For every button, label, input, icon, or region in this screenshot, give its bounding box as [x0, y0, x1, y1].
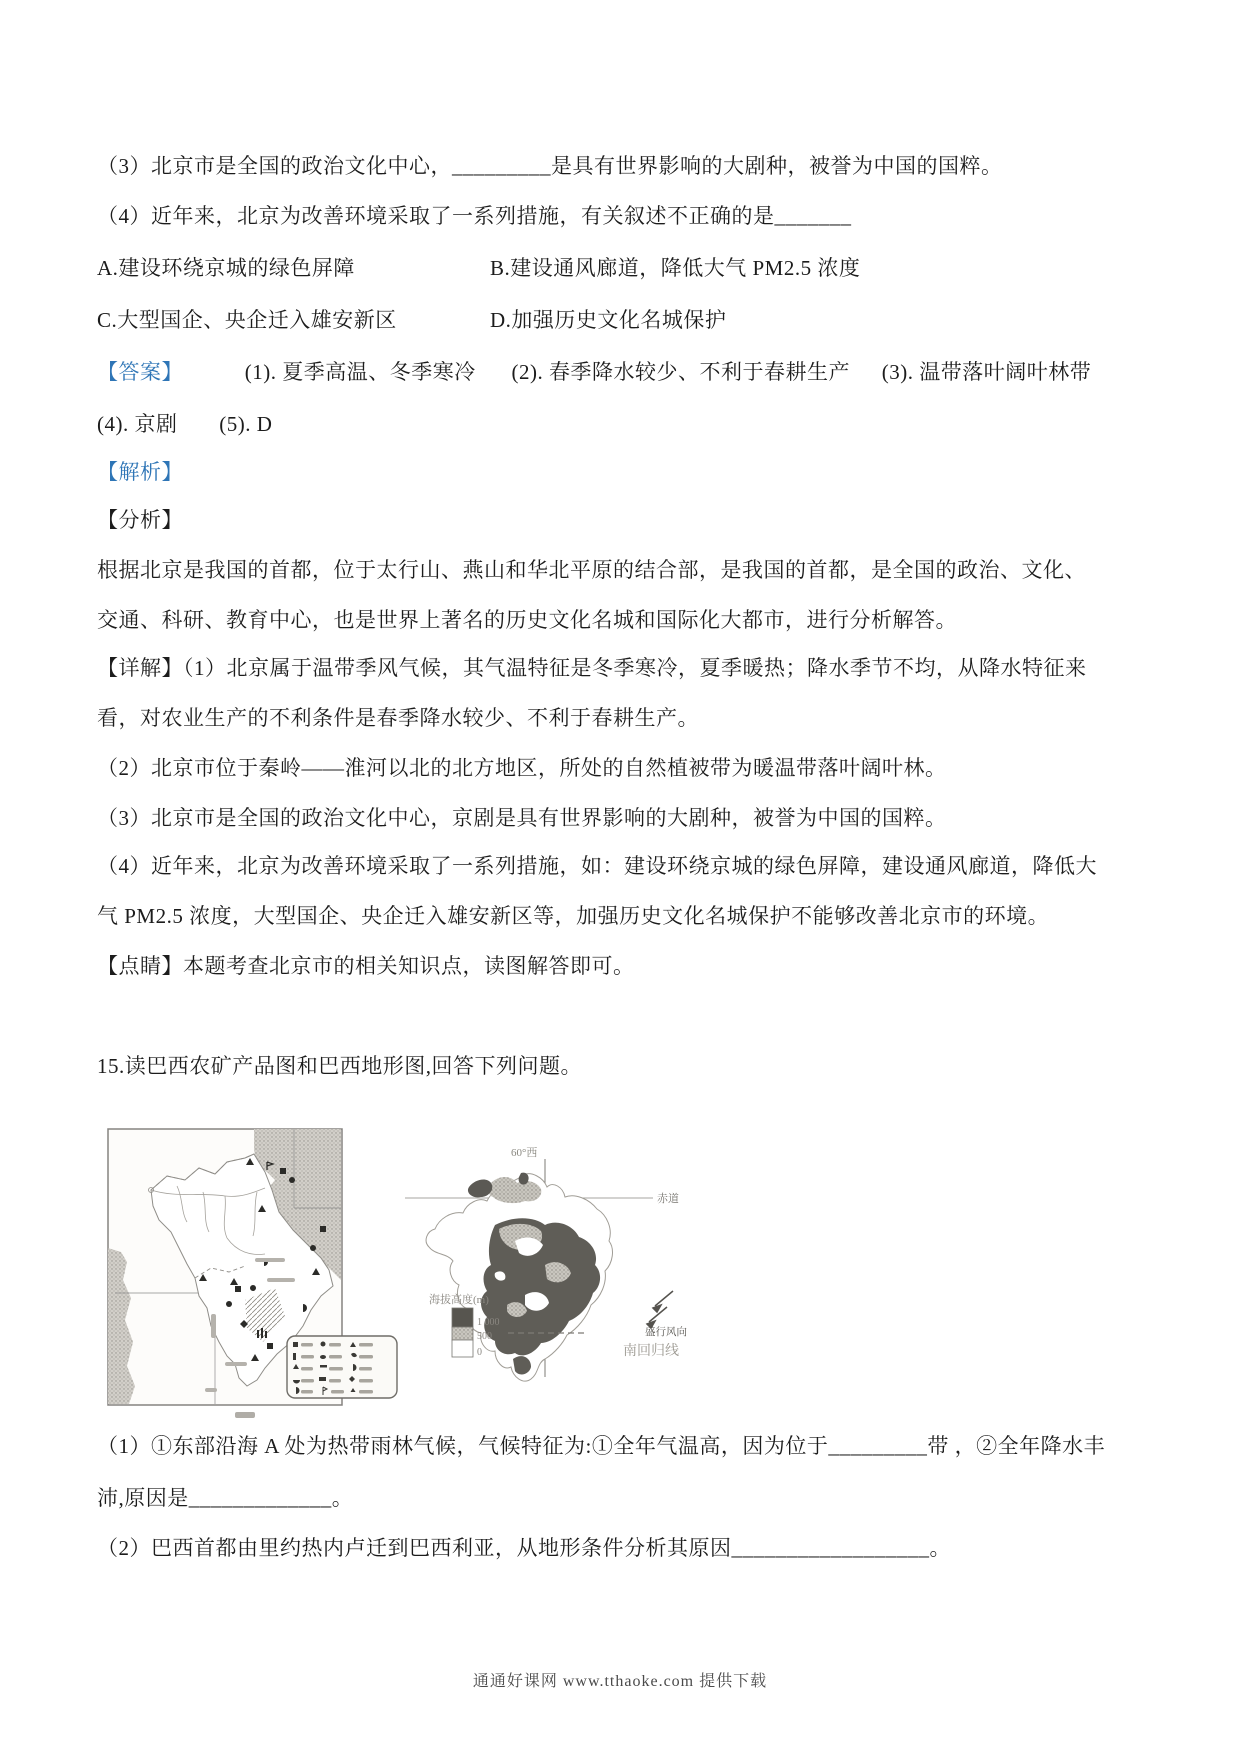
question15-intro: 15.读巴西农矿产品图和巴西地形图,回答下列问题。: [97, 1054, 582, 1078]
question15-part1-line2: 沛,原因是_____________。: [97, 1486, 354, 1510]
wind-arrows: [647, 1291, 673, 1328]
xiangjie-p4a: （4）近年来，北京为改善环境采取了一系列措施，如：建设环绕京城的绿色屏障，建设通风廊道，降低大: [97, 854, 1097, 878]
legend-value-1000: 1 000: [477, 1317, 500, 1328]
dianjing-line: 【点睛】本题考查北京市的相关知识点，读图解答即可。: [97, 954, 635, 978]
xiangjie-line-1: 【详解】（1）北京属于温带季风气候，其气温特征是冬季寒冷，夏季暖热；降水季节不均，从降水特征来: [97, 656, 1087, 680]
caption-smudge: [235, 1412, 255, 1418]
xiangjie-p2: （2）北京市位于秦岭——淮河以北的北方地区，所处的自然植被带为暖温带落叶阔叶林。: [97, 756, 947, 780]
question15-part1-line1: （1）①东部沿海 A 处为热带雨林气候，气候特征为:①全年气温高，因为位于_________带 ，②全年降水丰: [97, 1434, 1106, 1458]
brazil-products-map: [107, 1128, 407, 1423]
answer-item-4: (4). 京剧: [97, 412, 178, 436]
jiexi-tag: 【解析】: [97, 460, 183, 484]
answer-row-1: [97, 358, 1091, 386]
legend-swatch-500: [452, 1327, 473, 1340]
site-footer: 通通好课网 www.tthaoke.com 提供下载: [472, 1673, 768, 1690]
answer-row-2: [97, 410, 272, 438]
answer-item-2: (2). 春季降水较少、不利于春耕生产: [511, 360, 850, 384]
answer-item-5: (5). D: [219, 412, 273, 436]
xiangjie-p4b: 气 PM2.5 浓度，大型国企、央企迁入雄安新区等，加强历史文化名城保护不能够改善北京市的环境。: [97, 904, 1050, 928]
option-a: A.建设环绕京城的绿色屏障: [97, 256, 355, 280]
equator-label: 赤道: [657, 1193, 679, 1205]
tropic-of-capricorn-label: 南回归线: [623, 1344, 679, 1359]
legend-swatch-1000: [452, 1308, 473, 1327]
option-c: C.大型国企、央企迁入雄安新区: [97, 308, 397, 332]
wind-direction-label: 盛行风向: [645, 1327, 687, 1338]
answer-tag: 【答案】: [97, 360, 183, 384]
fenxi-tag: 【分析】: [97, 508, 183, 532]
legend-swatch-0: [452, 1340, 473, 1357]
option-d: D.加强历史文化名城保护: [490, 308, 727, 332]
legend-value-500: 500: [477, 1331, 492, 1342]
xiangjie-p3: （3）北京市是全国的政治文化中心，京剧是具有世界影响的大剧种，被誉为中国的国粹。: [97, 806, 947, 830]
answer-item-3: (3). 温带落叶阔叶林带: [881, 360, 1092, 384]
products-legend: [287, 1336, 397, 1398]
question15-figures: [107, 1118, 727, 1433]
answer-item-1: (1). 夏季高温、冬季寒冷: [244, 360, 476, 384]
brazil-terrain-map: [395, 1145, 705, 1395]
question14-part3: （3）北京市是全国的政治文化中心，_________是具有世界影响的大剧种，被誉为中国的国粹。: [97, 154, 1003, 178]
question15-part2: （2）巴西首都由里约热内卢迁到巴西利亚，从地形条件分析其原因__________________。: [97, 1536, 951, 1560]
fenxi-line-1: 根据北京是我国的首都，位于太行山、燕山和华北平原的结合部，是我国的首都，是全国的政治、文化、: [97, 558, 1086, 582]
elevation-legend-title: 海拔高度(m): [429, 1294, 489, 1306]
legend-value-0: 0: [477, 1347, 482, 1358]
meridian-60w-label: 60°西: [511, 1147, 538, 1159]
question14-part4: （4）近年来，北京为改善环境采取了一系列措施，有关叙述不正确的是_______: [97, 204, 852, 228]
fenxi-line-2: 交通、科研、教育中心，也是世界上著名的历史文化名城和国际化大都市，进行分析解答。: [97, 608, 957, 632]
option-b: B.建设通风廊道，降低大气 PM2.5 浓度: [490, 256, 861, 280]
xiangjie-line-2: 看，对农业生产的不利条件是春季降水较少、不利于春耕生产。: [97, 706, 699, 730]
